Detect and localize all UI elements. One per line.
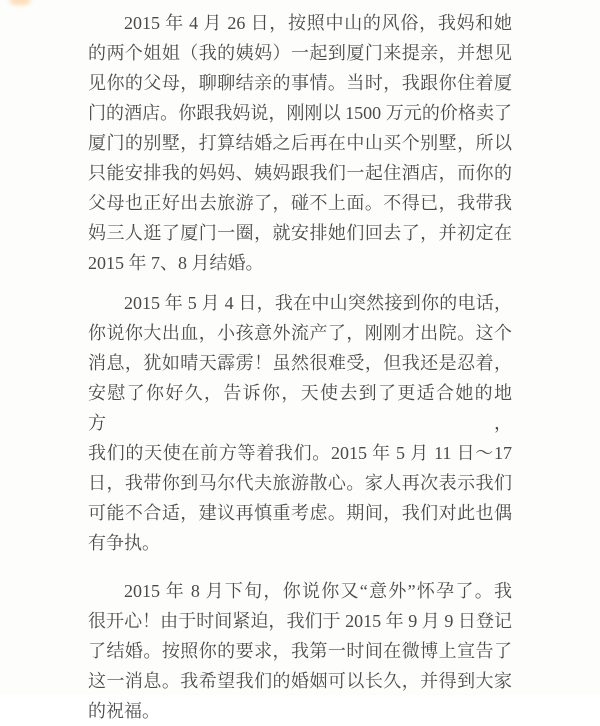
text-line: 2015 年 8 月下旬，你说你又“意外”怀孕了。我 — [124, 581, 512, 601]
text-line: 你说你大出血，小孩意外流产了，刚刚才出院。这个 — [88, 323, 512, 343]
text-line: 2015 年 7、8 月结婚。 — [88, 253, 264, 273]
text-line: 见你的父母，聊聊结亲的事情。当时，我跟你住着厦 — [88, 73, 512, 93]
text-line: 可能不合适，建议再慎重考虑。期间，我们对此也偶 — [88, 503, 512, 523]
text-line: 了结婚。按照你的要求，我第一时间在微博上宣告了 — [88, 641, 512, 661]
text-line: 日，我带你到马尔代夫旅游散心。家人再次表示我们 — [88, 473, 512, 493]
text-line: 的祝福。 — [88, 701, 160, 721]
text-line: 厦门的别墅，打算结婚之后再在中山买个别墅，所以 — [88, 133, 512, 153]
text-line: 消息，犹如晴天霹雳！虽然很难受，但我还是忍着， — [88, 353, 512, 373]
text-line: 只能安排我的妈妈、姨妈跟我们一起住酒店，而你的 — [88, 163, 512, 183]
text-line: 2015 年 4 月 26 日，按照中山的风俗，我妈和她 — [124, 13, 512, 33]
text-line: 门的酒店。你跟我妈说，刚刚以 1500 万元的价格卖了 — [88, 103, 512, 123]
text-line: 妈三人逛了厦门一圈，就安排她们回去了，并初定在 — [88, 223, 512, 243]
document-body — [88, 8, 512, 726]
paragraph — [88, 576, 512, 726]
text-line: 安慰了你好久，告诉你，天使去到了更适合她的地方， — [88, 383, 512, 433]
text-line: 父母也正好出去旅游了，碰不上面。不得已，我带我 — [88, 193, 512, 213]
text-line: 很开心！由于时间紧迫，我们于 2015 年 9 月 9 日登记 — [88, 611, 512, 631]
text-line: 2015 年 5 月 4 日，我在中山突然接到你的电话， — [124, 293, 512, 313]
text-line: 的两个姐姐（我的姨妈）一起到厦门来提亲，并想见 — [88, 43, 512, 63]
text-line: 有争执。 — [88, 533, 160, 553]
text-line: 我们的天使在前方等着我们。2015 年 5 月 11 日～17 — [88, 443, 512, 463]
paragraph — [88, 288, 512, 558]
paragraph — [88, 8, 512, 278]
text-line: 这一消息。我希望我们的婚姻可以长久，并得到大家 — [88, 671, 512, 691]
photo-artifact-smudge — [9, 0, 31, 5]
